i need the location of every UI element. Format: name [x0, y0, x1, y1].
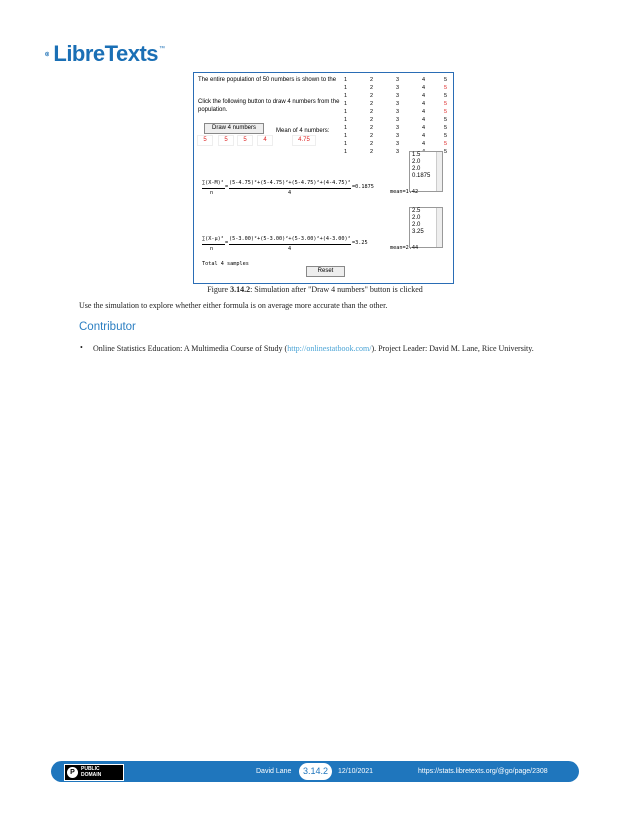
population-value: 5	[444, 141, 448, 147]
population-value: 4	[422, 141, 426, 147]
variance-list-sample-mean[interactable]	[409, 151, 443, 192]
list-item: 3.25	[412, 229, 424, 235]
population-value: 5	[444, 93, 448, 99]
formula2-lhs-denominator: n	[210, 246, 214, 252]
population-value: 1	[344, 133, 348, 139]
population-value: 2	[370, 101, 374, 107]
formula2-mean: mean=2.44	[390, 245, 419, 251]
population-value: 3	[396, 93, 400, 99]
population-value: 1	[344, 93, 348, 99]
population-value: 2	[370, 133, 374, 139]
footer-page-number: 3.14.2	[299, 763, 332, 780]
population-grid	[344, 76, 454, 156]
onlinestatbook-link[interactable]: http://onlinestatbook.com/	[287, 344, 372, 353]
formula2-denominator: 4	[288, 246, 292, 252]
population-value: 3	[396, 133, 400, 139]
population-value: 1	[344, 109, 348, 115]
contributor-text-before: Online Statistics Education: A Multimedia Course of Study (	[93, 344, 288, 353]
population-value: 2	[370, 117, 374, 123]
formula1-numerator: (5-4.75)²+(5-4.75)²+(5-4.75)²+(4-4.75)²	[229, 180, 351, 186]
caption-text: : Simulation after "Draw 4 numbers" button is clicked	[250, 285, 423, 294]
population-value: 1	[344, 117, 348, 123]
population-value: 5	[444, 149, 448, 155]
population-value: 3	[396, 109, 400, 115]
libretexts-logo[interactable]	[45, 38, 165, 70]
page-footer	[51, 761, 579, 782]
population-value: 1	[344, 125, 348, 131]
draw-4-numbers-button[interactable]: Draw 4 numbers	[204, 123, 264, 134]
population-value: 2	[370, 149, 374, 155]
population-value: 1	[344, 141, 348, 147]
population-value: 3	[396, 77, 400, 83]
sample-value: 5	[218, 135, 234, 146]
population-row	[344, 108, 454, 116]
logo-text: LibreTexts	[53, 41, 158, 66]
population-value: 3	[396, 85, 400, 91]
formula1-denominator: 4	[288, 190, 292, 196]
population-value: 2	[370, 93, 374, 99]
population-value: 3	[396, 101, 400, 107]
contributor-item	[93, 343, 567, 356]
variance-list-pop-mean[interactable]	[409, 207, 443, 248]
formula1-lhs-numerator: ∑(X-M)²	[202, 180, 224, 186]
formula1-lhs-denominator: n	[210, 190, 214, 196]
instruction-text-line2: population.	[198, 107, 228, 113]
list-item: 2.0	[412, 215, 421, 221]
caption-number: 3.14.2	[230, 285, 251, 294]
population-value: 2	[370, 85, 374, 91]
population-value: 4	[422, 77, 426, 83]
mean-value: 4.75	[292, 135, 316, 146]
population-row	[344, 116, 454, 124]
population-value: 4	[422, 85, 426, 91]
sample-value: 5	[197, 135, 213, 146]
simulation-applet	[193, 72, 454, 284]
list-item: 1.5	[412, 152, 421, 158]
population-value: 4	[422, 133, 426, 139]
population-row	[344, 92, 454, 100]
list-item: 2.0	[412, 159, 421, 165]
population-value: 3	[396, 117, 400, 123]
intro-text: The entire population of 50 numbers is shown to the	[198, 77, 337, 83]
footer-url[interactable]: https://stats.libretexts.org/@go/page/2308	[418, 768, 548, 775]
population-value: 3	[396, 141, 400, 147]
population-row	[344, 76, 454, 84]
population-row	[344, 84, 454, 92]
formula1-mean: mean=1.42	[390, 189, 419, 195]
population-row	[344, 100, 454, 108]
public-domain-badge[interactable]	[64, 764, 124, 781]
formula2-lhs-numerator: ∑(X-μ)²	[202, 236, 224, 242]
population-value: 5	[444, 125, 448, 131]
formula1-result: =0.1875	[352, 184, 374, 190]
population-value: 5	[444, 77, 448, 83]
population-value: 1	[344, 77, 348, 83]
formula2-result: =3.25	[352, 240, 368, 246]
population-value: 5	[444, 85, 448, 91]
list-scrollbar[interactable]	[436, 152, 442, 191]
footer-author: David Lane	[256, 768, 292, 775]
population-value: 1	[344, 101, 348, 107]
population-row	[344, 132, 454, 140]
logo-trademark: ™	[159, 46, 165, 52]
population-value: 3	[396, 125, 400, 131]
population-row	[344, 124, 454, 132]
list-item: 2.0	[412, 222, 421, 228]
badge-line2: DOMAIN	[81, 771, 102, 778]
population-value: 5	[444, 133, 448, 139]
libretexts-hex-icon	[45, 39, 49, 69]
population-value: 4	[422, 93, 426, 99]
population-value: 1	[344, 85, 348, 91]
population-value: 5	[444, 117, 448, 123]
population-value: 4	[422, 117, 426, 123]
population-value: 2	[370, 109, 374, 115]
population-value: 5	[444, 109, 448, 115]
contributor-text-after: ). Project Leader: David M. Lane, Rice University.	[371, 344, 534, 353]
figure-caption	[0, 285, 630, 294]
badge-line1: PUBLIC	[81, 766, 100, 772]
population-value: 2	[370, 141, 374, 147]
population-row	[344, 140, 454, 148]
formula1-equals: =	[225, 184, 229, 190]
list-item: 2.0	[412, 166, 421, 172]
sample-value: 5	[237, 135, 253, 146]
formula1-bar	[229, 188, 351, 189]
total-samples: Total 4 samples	[202, 261, 249, 267]
population-value: 5	[444, 101, 448, 107]
population-value: 4	[422, 109, 426, 115]
formula2-bar	[229, 244, 351, 245]
list-scrollbar[interactable]	[436, 208, 442, 247]
instruction-text-line1: Click the following button to draw 4 numbers from the	[198, 99, 340, 105]
body-paragraph: Use the simulation to explore whether either formula is on average more accurate than the other.	[79, 301, 388, 310]
formula2-lhs-bar	[202, 244, 225, 245]
bullet-dot: •	[80, 343, 83, 352]
population-value: 2	[370, 77, 374, 83]
list-item: 0.1875	[412, 173, 431, 179]
list-item: 2.5	[412, 208, 421, 214]
formula2-equals: =	[225, 240, 229, 246]
public-domain-icon: P	[67, 767, 78, 778]
formula2-numerator: (5-3.00)²+(5-3.00)²+(5-3.00)²+(4-3.00)²	[229, 236, 351, 242]
contributor-heading: Contributor	[79, 321, 136, 333]
formula1-lhs-bar	[202, 188, 225, 189]
population-value: 4	[422, 125, 426, 131]
caption-prefix: Figure	[207, 285, 231, 294]
footer-date: 12/10/2021	[338, 768, 374, 775]
sample-value: 4	[257, 135, 273, 146]
reset-button[interactable]: Reset	[306, 266, 345, 277]
population-value: 1	[344, 149, 348, 155]
population-value: 3	[396, 149, 400, 155]
mean-label: Mean of 4 numbers:	[276, 128, 330, 134]
population-value: 2	[370, 125, 374, 131]
population-value: 4	[422, 101, 426, 107]
